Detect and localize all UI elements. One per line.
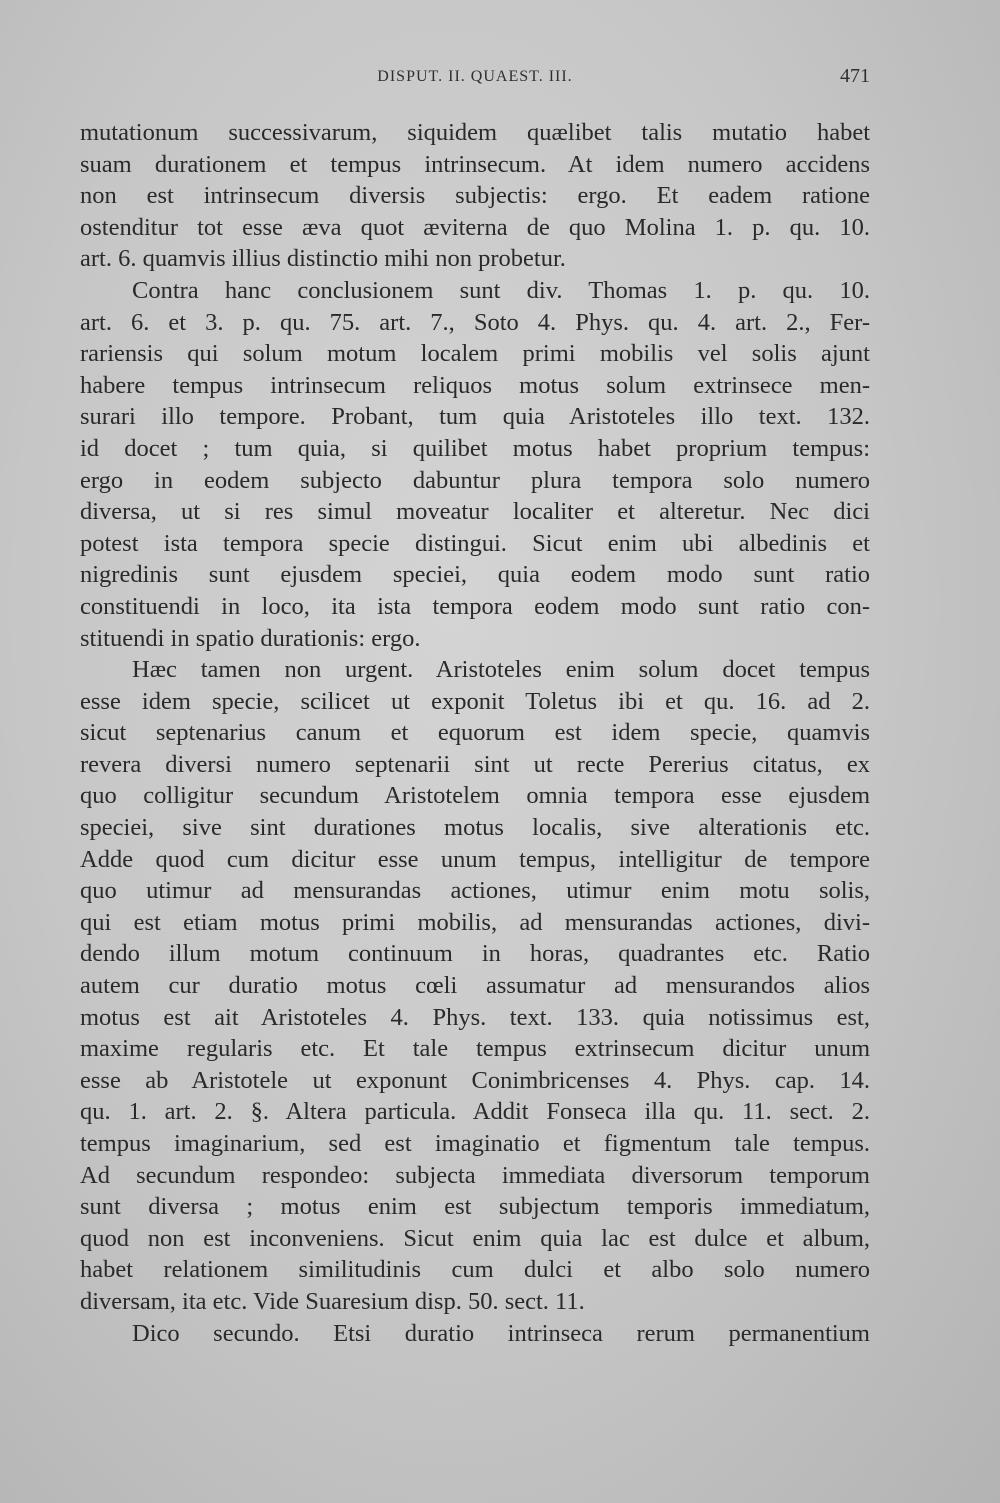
body-text [80,117,870,1349]
text-line: quo colligitur secundum Aristotelem omnia tempora esse ejusdem [80,782,870,810]
text-line: rariensis qui solum motum localem primi mobilis vel solis ajunt [80,340,870,368]
text-line: quo utimur ad mensurandas actiones, utimur enim motu solis, [80,877,870,905]
text-line: Contra hanc conclusionem sunt div. Thomas 1. p. qu. 10. [132,276,870,304]
text-line: potest ista tempora specie distingui. Sicut enim ubi albedinis et [80,529,870,557]
text-line: tempus imaginarium, sed est imaginatio et figmentum tale tempus. [80,1130,870,1157]
text-line: qu. 1. art. 2. §. Altera particula. Addit Fonseca illa qu. 11. sect. 2. [80,1098,870,1126]
text-line: habere tempus intrinsecum reliquos motus solum extrinsece men- [80,371,870,399]
text-line: qui est etiam motus primi mobilis, ad mensurandas actiones, divi- [80,908,870,936]
text-line: suam durationem et tempus intrinsecum. At idem numero accidens [80,150,870,178]
text-line: motus est ait Aristoteles 4. Phys. text. 133. quia notissimus est, [80,1003,870,1031]
text-line: constituendi in loco, ita ista tempora eodem modo sunt ratio con- [80,592,870,620]
text-line: surari illo tempore. Probant, tum quia Aristoteles illo text. 132. [80,403,870,431]
text-line: habet relationem similitudinis cum dulci et albo solo numero [80,1256,870,1284]
text-line: id docet ; tum quia, si quilibet motus habet proprium tempus: [80,434,870,462]
text-line: nigredinis sunt ejusdem speciei, quia eodem modo sunt ratio [80,561,870,589]
text-line: Ad secundum respondeo: subjecta immediata diversorum temporum [80,1161,870,1189]
text-line: maxime regularis etc. Et tale tempus extrinsecum dicitur unum [80,1035,870,1063]
text-line: diversa, ut si res simul moveatur localiter et alteretur. Nec dici [80,498,870,526]
text-line: non est intrinsecum diversis subjectis: ergo. Et eadem ratione [80,182,870,210]
running-head [80,65,870,92]
text-line: ergo in eodem subjecto dabuntur plura tempora solo numero [80,466,870,494]
text-line: revera diversi numero septenarii sint ut recte Pererius citatus, ex [80,750,870,778]
page-number: 471 [840,65,870,87]
text-line: speciei, sive sint durationes motus localis, sive alterationis etc. [80,814,870,842]
text-line: quod non est inconveniens. Sicut enim quia lac est dulce et album, [80,1224,870,1252]
text-line: sicut septenarius canum et equorum est idem specie, quamvis [80,719,870,747]
text-line: mutationum successivarum, siquidem quælibet talis mutatio habet [80,119,870,146]
running-title: DISPUT. II. QUAEST. III. [377,68,573,85]
text-line: Adde quod cum dicitur esse unum tempus, intelligitur de tempore [80,845,870,873]
text-line: ostenditur tot esse æva quot æviterna de quo Molina 1. p. qu. 10. [80,213,870,241]
text-line: esse ab Aristotele ut exponunt Conimbricenses 4. Phys. cap. 14. [80,1066,870,1094]
text-line: sunt diversa ; motus enim est subjectum temporis immediatum, [80,1193,870,1221]
text-line: esse idem specie, scilicet ut exponit Toletus ibi et qu. 16. ad 2. [80,687,870,715]
text-line: Dico secundo. Etsi duratio intrinseca rerum permanentium [132,1319,870,1347]
text-line: art. 6. et 3. p. qu. 75. art. 7., Soto 4. Phys. qu. 4. art. 2., Fer- [80,308,870,336]
text-line: diversam, ita etc. Vide Suaresium disp. 50. sect. 11. [80,1287,585,1315]
text-line: art. 6. quamvis illius distinctio mihi non probetur. [80,245,566,273]
text-line: stituendi in spatio durationis: ergo. [80,624,421,652]
text-line: dendo illum motum continuum in horas, quadrantes etc. Ratio [80,940,870,968]
text-line: autem cur duratio motus cœli assumatur ad mensurandos alios [80,972,870,1000]
text-line: Hæc tamen non urgent. Aristoteles enim solum docet tempus [132,656,870,684]
